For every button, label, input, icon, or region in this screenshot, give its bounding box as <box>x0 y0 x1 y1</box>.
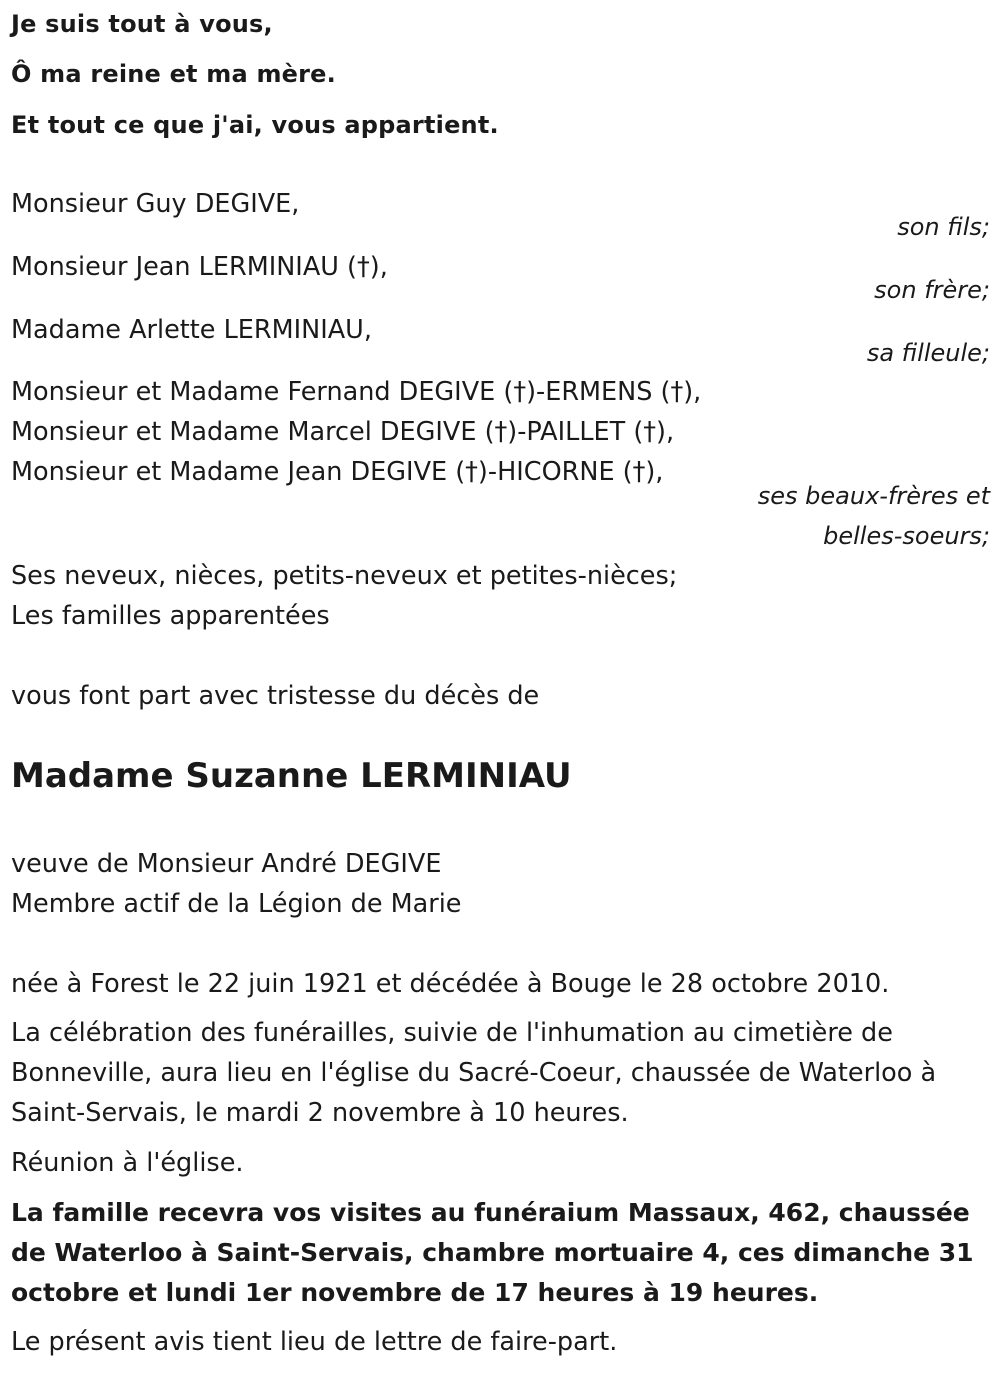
meeting-text: Réunion à l'église. <box>11 1148 244 1178</box>
family-member-relation: son frère; <box>874 276 990 304</box>
prayer-line-1: Je suis tout à vous, <box>11 10 273 38</box>
family-member-relation: sa filleule; <box>866 339 990 367</box>
detail-line-2: Membre actif de la Légion de Marie <box>11 889 462 919</box>
funeral-paragraph: La célébration des funérailles, suivie de l'inhumation au cimetière de Bonneville, aura lieu en l'église du Sacré-Coeur, chaussée de Waterloo à Saint-Servais, le mardi 2 novembre à 10 heures. <box>11 1018 937 1128</box>
announcement-text: vous font part avec tristesse du décès de <box>11 681 540 711</box>
family-member-relation: son fils; <box>897 213 990 241</box>
in-law-name: Monsieur et Madame Jean DEGIVE (†)-HICORNE (†), <box>11 457 664 487</box>
detail-line-1: veuve de Monsieur André DEGIVE <box>11 849 442 879</box>
relatives-line-1: Ses neveux, nièces, petits-neveux et petites-nièces; <box>11 561 678 591</box>
closing-text: Le présent avis tient lieu de lettre de faire-part. <box>11 1327 618 1357</box>
family-member-name: Monsieur Guy DEGIVE, <box>11 189 300 219</box>
in-law-name: Monsieur et Madame Fernand DEGIVE (†)-ERMENS (†), <box>11 377 702 407</box>
in-laws-relation-line-2: belles-soeurs; <box>823 522 990 550</box>
prayer-line-3: Et tout ce que j'ai, vous appartient. <box>11 111 499 139</box>
in-law-name: Monsieur et Madame Marcel DEGIVE (†)-PAILLET (†), <box>11 417 675 447</box>
birth-death-text: née à Forest le 22 juin 1921 et décédée à Bouge le 28 octobre 2010. <box>11 969 890 999</box>
family-member-name: Madame Arlette LERMINIAU, <box>11 315 372 345</box>
family-member-name: Monsieur Jean LERMINIAU (†), <box>11 252 388 282</box>
visits-paragraph: La famille recevra vos visites au funéraium Massaux, 462, chaussée de Waterloo à Saint-Servais, chambre mortuaire 4, ces dimanche 31 octobre et lundi 1er novembre de 17 heures à 19 heures. <box>11 1198 974 1307</box>
deceased-name: Madame Suzanne LERMINIAU <box>11 756 572 796</box>
in-laws-relation-line-1: ses beaux-frères et <box>757 482 990 510</box>
prayer-line-2: Ô ma reine et ma mère. <box>11 60 336 88</box>
relatives-line-2: Les familles apparentées <box>11 601 330 631</box>
